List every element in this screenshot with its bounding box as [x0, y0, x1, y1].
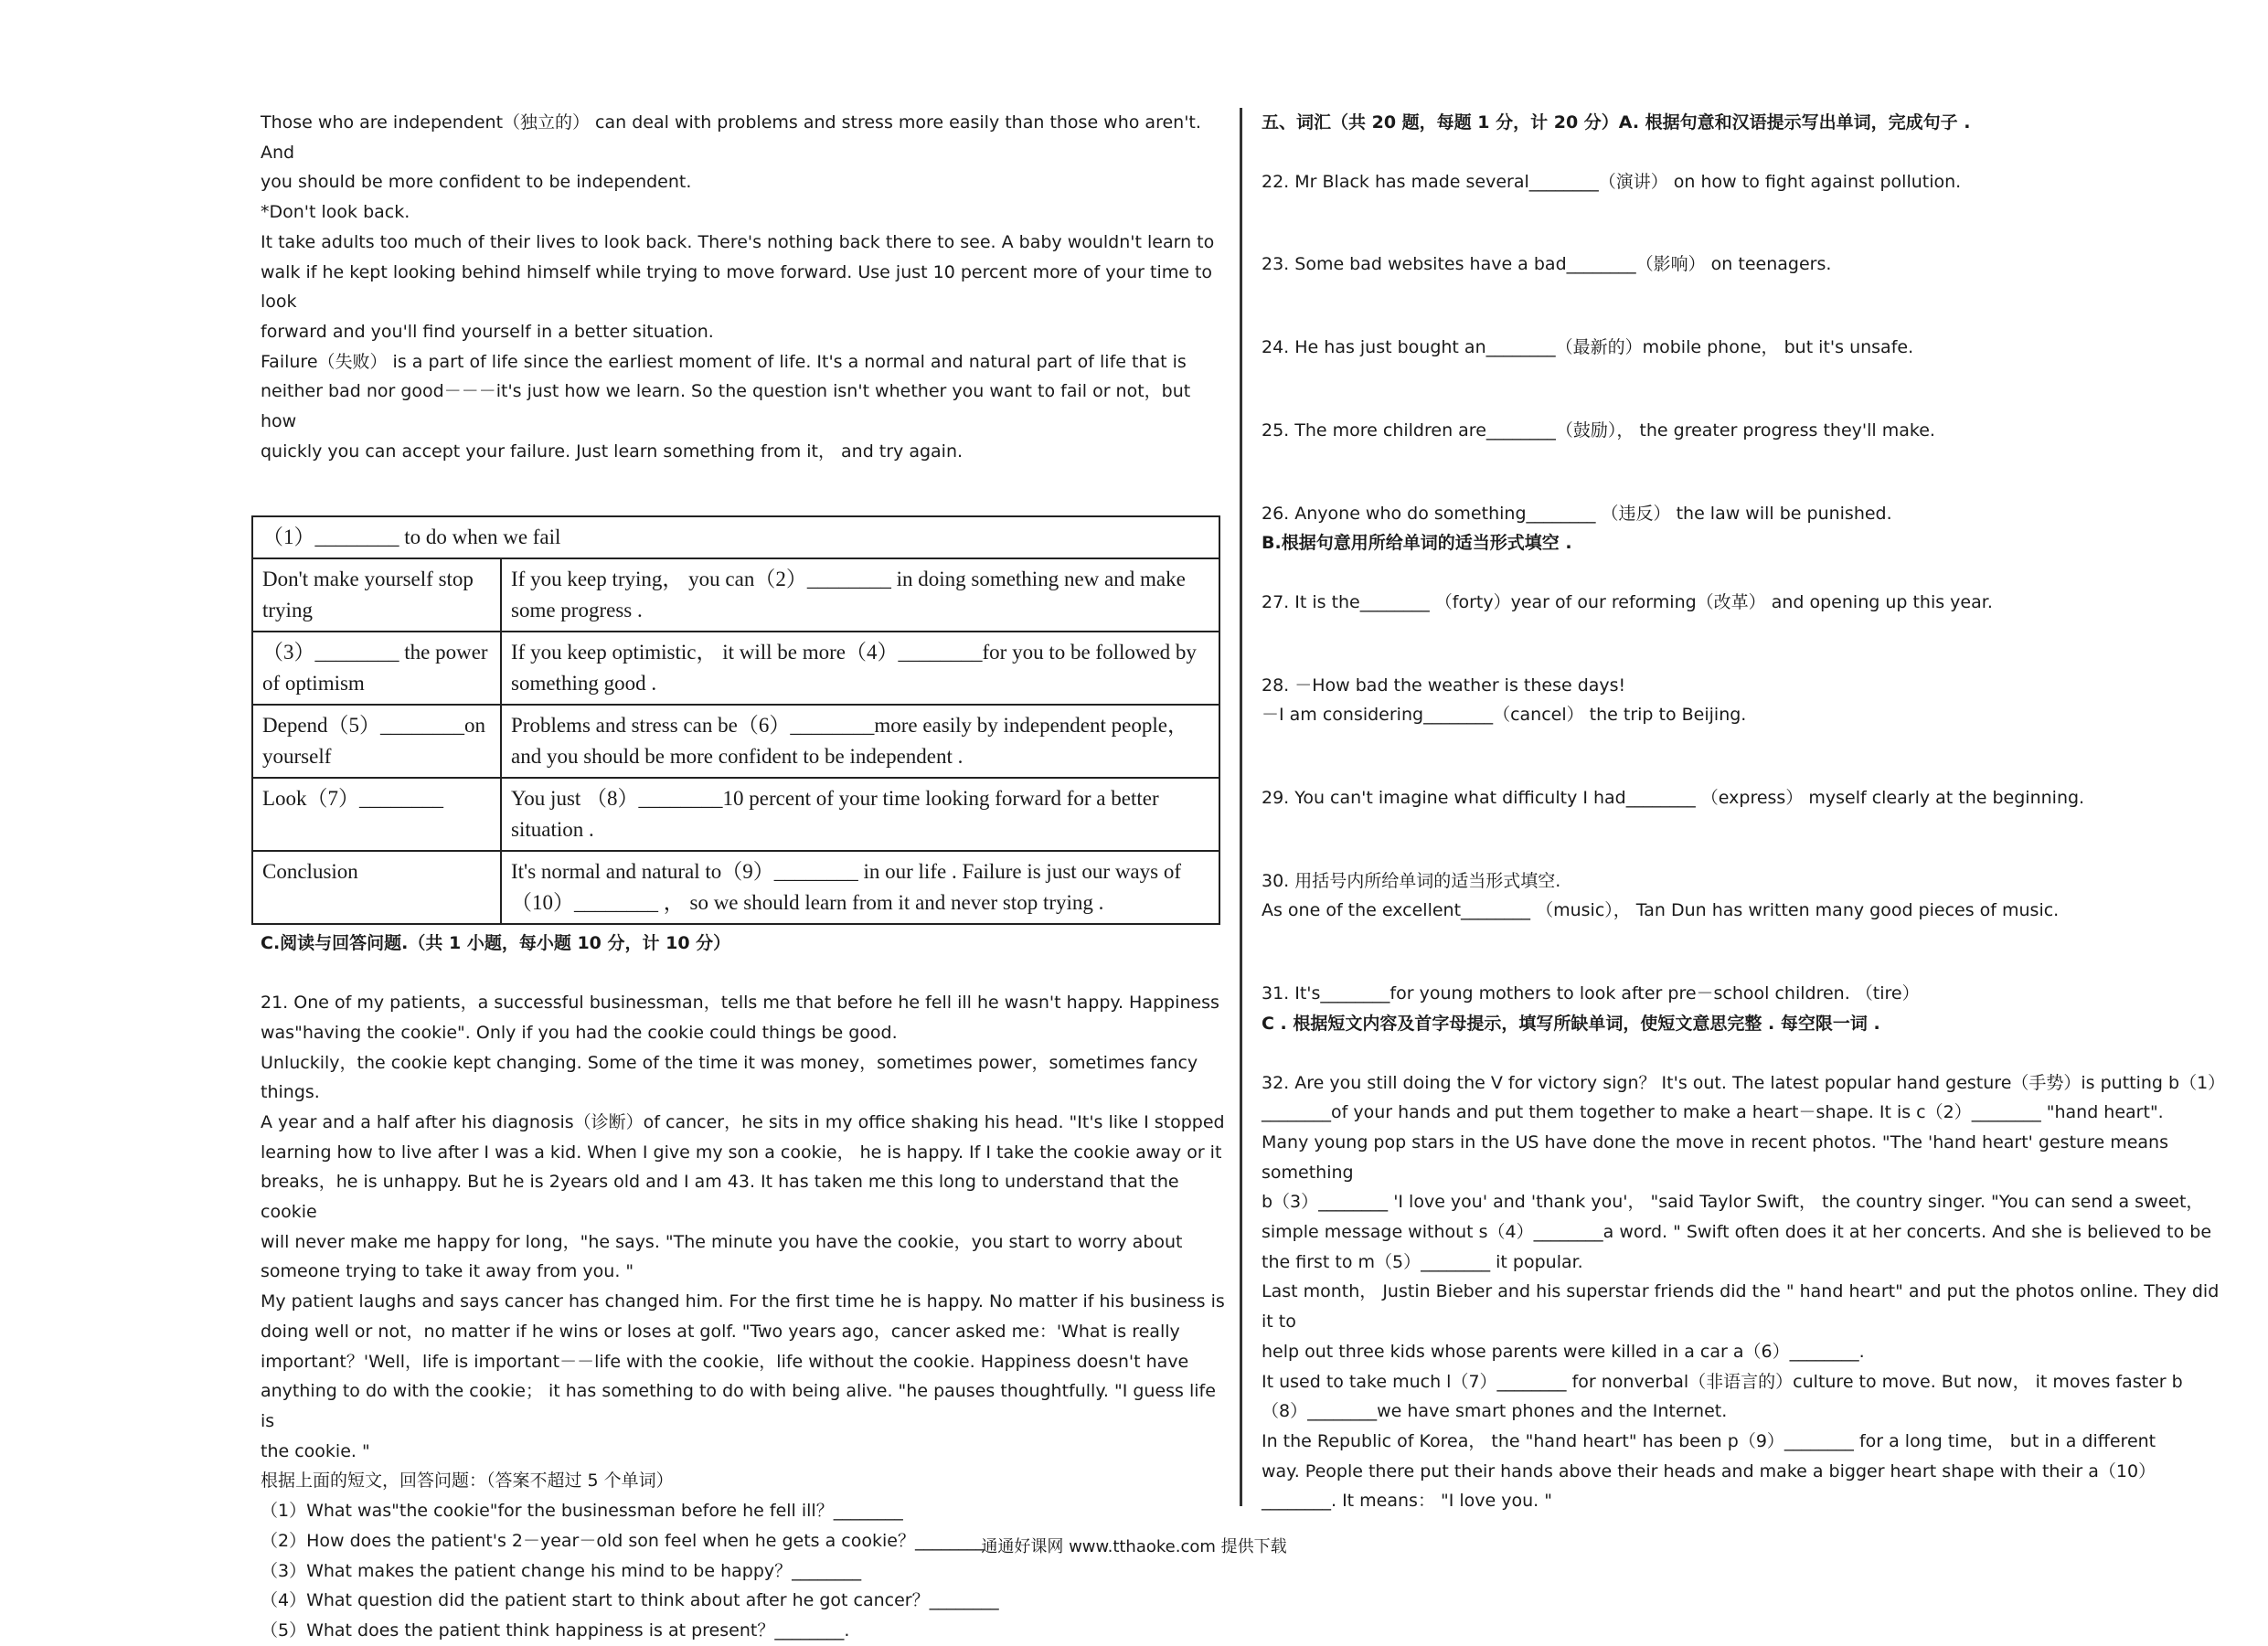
footer-source: 通通好课网 www.tthaoke.com 提供下载 — [981, 1537, 1287, 1556]
q32-line: It used to take much l（7）________ for nonverbal（非语言的）culture to move. But now， it moves faster b — [1262, 1371, 2183, 1392]
question-29: 29. You can't imagine what difficulty I had________ （express） myself clearly at the beginning. — [1262, 788, 2085, 809]
passage-line: the cookie. " — [261, 1440, 370, 1461]
question: （4）What question did the patient start to think about after he got cancer？________ — [261, 1590, 999, 1611]
part-c-title: C . 根据短文内容及首字母提示，填写所缺单词，使短文意思完整 . 每空限一词 . — [1262, 1013, 1880, 1034]
q32-line: 32. Are you still doing the V for victory sign？ It's out. The latest popular hand gesture（手势）is putting b（1） — [1262, 1072, 2226, 1093]
question-31: 31. It's________for young mothers to look after pre－school children. （tire） — [1262, 983, 1920, 1004]
right-column — [1262, 108, 2226, 1516]
question-27: 27. It is the________ （forty）year of our reforming（改革） and opening up this year. — [1262, 591, 1993, 612]
table-header-row — [252, 516, 1219, 558]
table-row — [252, 851, 1219, 924]
reading-line: *Don't look back. — [261, 202, 410, 223]
passage-line: someone trying to take it away from you. " — [261, 1261, 634, 1282]
passage-line: things. — [261, 1082, 320, 1103]
table-cell-left: Depend（5）________on yourself — [252, 705, 501, 778]
reading-passage — [261, 108, 1225, 466]
question-28-line-2: －I am considering________（cancel） the trip to Beijing. — [1262, 705, 1747, 726]
passage-line: doing well or not，no matter if he wins or loses at golf. "Two years ago，cancer asked me：'What is really — [261, 1321, 1180, 1342]
q32-line: In the Republic of Korea， the "hand heart" has been p（9）________ for a long time， but in a different — [1262, 1430, 2156, 1451]
question-32-passage — [1262, 1068, 2226, 1517]
q32-line: help out three kids whose parents were killed in a car a（6）________. — [1262, 1341, 1865, 1362]
question: （3）What makes the patient change his mind to be happy？________ — [261, 1560, 862, 1581]
table-header: （1）________ to do when we fail — [252, 516, 1219, 558]
table-cell-left: Look（7）________ — [252, 778, 501, 851]
q32-line: b（3）________ 'I love you' and 'thank you'， "said Taylor Swift， the country singer. "You can send a sweet， — [1262, 1192, 2204, 1213]
table-cell-right: Problems and stress can be（6）________more easily by independent people，and you should be more confident to be independent . — [501, 705, 1219, 778]
passage-line: learning how to live after I was a kid. When I give my son a cookie， he is happy. If I take the cookie away or it — [261, 1142, 1222, 1163]
reading-line: quickly you can accept your failure. Just learn something from it， and try again. — [261, 441, 964, 462]
table-row — [252, 705, 1219, 778]
q32-line: the first to m（5）________ it popular. — [1262, 1251, 1583, 1272]
passage-line: anything to do with the cookie； it has something to do with being alive. "he pauses thoughtfully. "I guess life is — [261, 1381, 1216, 1431]
passage-line: Unluckily，the cookie kept changing. Some of the time it was money，sometimes power，sometimes fancy — [261, 1052, 1198, 1073]
part-b-title: B.根据句意用所给单词的适当形式填空 . — [1262, 533, 1572, 554]
table-cell-left: Don't make yourself stop trying — [252, 558, 501, 632]
section-c-title: C.阅读与回答问题.（共 1 小题，每小题 10 分，计 10 分） — [261, 933, 731, 954]
reading-line: you should be more confident to be independent. — [261, 172, 692, 193]
question: （1）What was"the cookie"for the businessman before he fell ill？________ — [261, 1501, 903, 1522]
table-row — [252, 632, 1219, 705]
question: （5）What does the patient think happiness is at present？________. — [261, 1619, 850, 1641]
reading-line: Failure（失败） is a part of life since the earliest moment of life. It's a normal and natural part of life that is — [261, 351, 1187, 372]
q32-line: （8）________we have smart phones and the Internet. — [1262, 1401, 1728, 1422]
summary-table — [251, 515, 1220, 925]
column-divider — [1240, 108, 1242, 1506]
question-30-line-2: As one of the excellent________ （music）， Tan Dun has written many good pieces of music. — [1262, 900, 2060, 921]
passage-line: was"having the cookie". Only if you had the cookie could things be good. — [261, 1022, 898, 1043]
question-23: 23. Some bad websites have a bad________（影响） on teenagers. — [1262, 254, 1832, 275]
section-5-title: 五、词汇（共 20 题，每题 1 分，计 20 分）A. 根据句意和汉语提示写出单词，完成句子 . — [1262, 112, 1971, 133]
q32-line: simple message without s（4）________a word. " Swift often does it at her concerts. And she is believed to be — [1262, 1222, 2212, 1243]
passage-line: My patient laughs and says cancer has changed him. For the first time he is happy. No matter if his business is — [261, 1291, 1225, 1312]
reading-line: It take adults too much of their lives to look back. There's nothing back there to see. A baby wouldn't learn to — [261, 231, 1215, 252]
table-cell-right: If you keep trying， you can（2）________ in doing something new and make some progress . — [501, 558, 1219, 632]
table-row — [252, 778, 1219, 851]
question-30-line-1: 30. 用括号内所给单词的适当形式填空. — [1262, 870, 1561, 891]
passage-line: will never make me happy for long，"he says. "The minute you have the cookie，you start to worry about — [261, 1231, 1183, 1252]
passage-line: A year and a half after his diagnosis（诊断）of cancer，he sits in my office shaking his head. "It's like I stopped — [261, 1111, 1225, 1132]
reading-line: forward and you'll find yourself in a better situation. — [261, 321, 714, 342]
cookie-passage — [261, 988, 1225, 1466]
passage-line: 21. One of my patients，a successful businessman，tells me that before he fell ill he wasn't happy. Happiness — [261, 993, 1219, 1014]
left-column — [261, 108, 1225, 1646]
table-cell-right: You just （8）________10 percent of your time looking forward for a better situation . — [501, 778, 1219, 851]
questions-intro: 根据上面的短文，回答问题：（答案不超过 5 个单词） — [261, 1471, 674, 1492]
table-cell-right: It's normal and natural to（9）________ in our life . Failure is just our ways of（10）________ ， so we should learn from it and never stop trying . — [501, 851, 1219, 924]
question: （2）How does the patient's 2－year－old son feel when he gets a cookie？________ — [261, 1530, 985, 1551]
q32-line: Last month， Justin Bieber and his superstar friends did the " hand heart" and put the photos online. They did it to — [1262, 1281, 2220, 1333]
q32-line: way. People there put their hands above their heads and make a bigger heart shape with their a（10） — [1262, 1460, 2156, 1481]
table-cell-right: If you keep optimistic， it will be more（4）________for you to be followed by something good . — [501, 632, 1219, 705]
table-cell-left: Conclusion — [252, 851, 501, 924]
q32-line: ________of your hands and put them together to make a heart－shape. It is c（2）________ "hand heart". — [1262, 1102, 2164, 1123]
reading-line: walk if he kept looking behind himself while trying to move forward. Use just 10 percent more of your time to look — [261, 261, 1213, 313]
table-row — [252, 558, 1219, 632]
passage-line: important？'Well，life is important－－life with the cookie，life without the cookie. Happiness doesn't have — [261, 1351, 1189, 1372]
table-cell-left: （3）________ the power of optimism — [252, 632, 501, 705]
question-25: 25. The more children are________（鼓励）， the greater progress they'll make. — [1262, 419, 1935, 441]
reading-line: neither bad nor good－－－it's just how we learn. So the question isn't whether you want to fail or not，but how — [261, 381, 1191, 432]
q32-line: Many young pop stars in the US have done the move in recent photos. "The 'hand heart' gesture means something — [1262, 1131, 2168, 1183]
passage-line: breaks，he is unhappy. But he is 2years old and I am 43. It has taken me this long to understand that the cookie — [261, 1172, 1179, 1223]
question-26: 26. Anyone who do something________ （违反） the law will be punished. — [1262, 503, 1892, 524]
question-24: 24. He has just bought an________（最新的）mobile phone， but it's unsafe. — [1262, 337, 1914, 358]
q32-line: ________. It means： "I love you. " — [1262, 1491, 1552, 1512]
question-22: 22. Mr Black has made several________（演讲） on how to fight against pollution. — [1262, 171, 1962, 192]
question-28-line-1: 28. －How bad the weather is these days! — [1262, 674, 1626, 696]
reading-line: Those who are independent（独立的） can deal with problems and stress more easily than those who aren't. And — [261, 112, 1201, 163]
